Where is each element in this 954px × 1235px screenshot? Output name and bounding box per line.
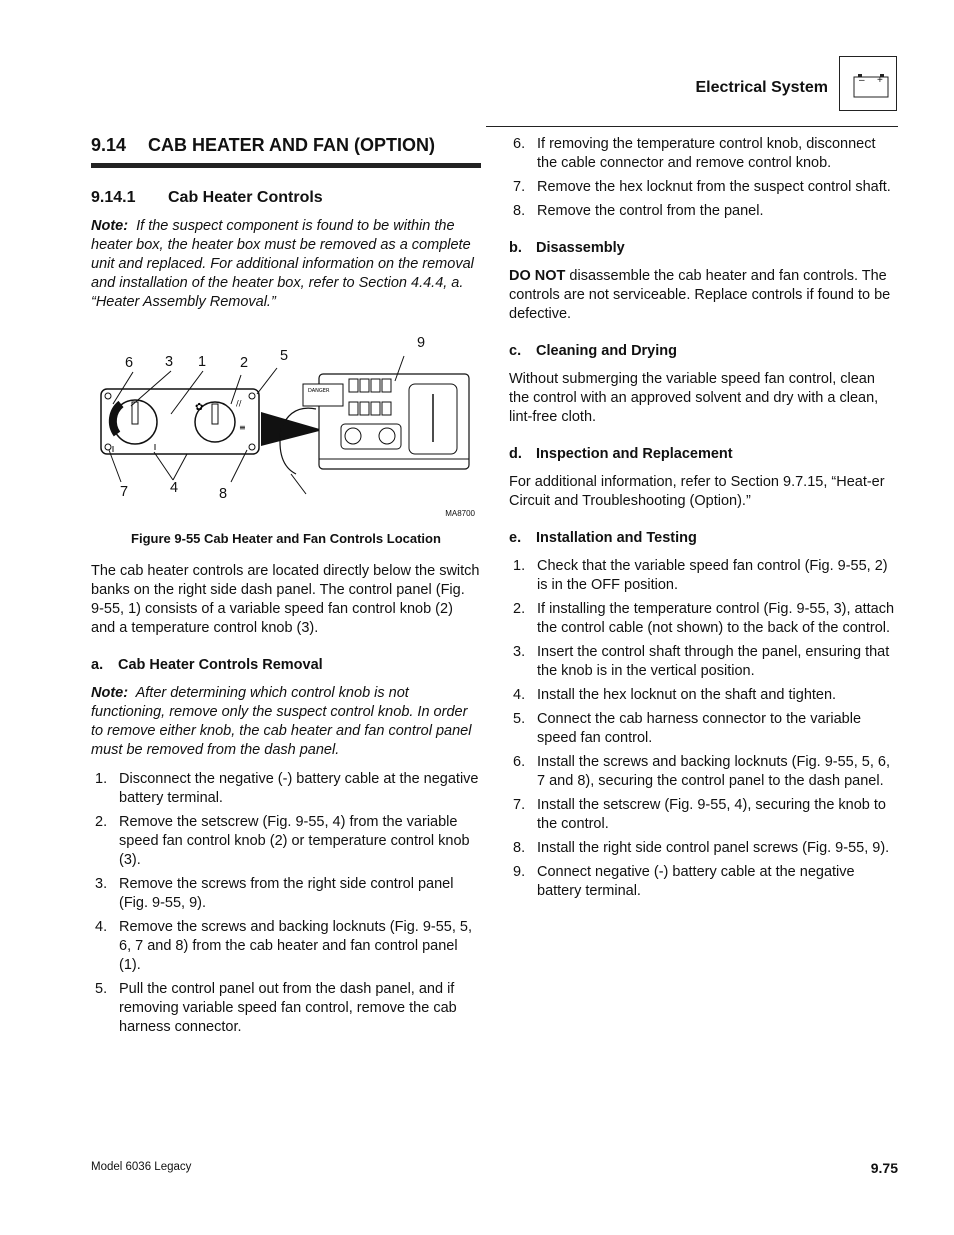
subsection-number: 9.14.1 bbox=[91, 189, 136, 206]
callout-8: 8 bbox=[219, 486, 228, 502]
figure-controls-location bbox=[91, 334, 481, 519]
step-number: 6. bbox=[513, 754, 526, 770]
header-rule bbox=[486, 126, 898, 127]
inspection-title: Inspection and Replacement bbox=[536, 446, 733, 462]
battery-plus-label: + bbox=[877, 75, 883, 86]
battery-minus-label: – bbox=[859, 75, 865, 86]
step-text: Remove the setscrew (Fig. 9-55, 4) from the variable speed fan control knob (2) or temperature control knob (3). bbox=[119, 814, 470, 868]
fan-symbol: ✿ bbox=[195, 402, 204, 413]
leader-5 bbox=[257, 368, 277, 394]
fan-knob-pointer bbox=[132, 402, 138, 424]
callout-4: 4 bbox=[170, 480, 179, 496]
leader-4a bbox=[154, 452, 173, 480]
step-text: If installing the temperature control (Fig. 9-55, 3), attach the control cable (not shown) to the back of the control. bbox=[537, 601, 895, 636]
step-number: 3. bbox=[513, 644, 526, 660]
installation-title: Installation and Testing bbox=[536, 530, 697, 546]
step-text: Install the screws and backing locknuts (Fig. 9-55, 5, 6, 7 and 8), securing the control panel to the dash panel. bbox=[537, 754, 891, 789]
disassembly-title: Disassembly bbox=[536, 240, 625, 256]
step-text: Connect negative (-) battery cable at the negative battery terminal. bbox=[537, 864, 855, 899]
step-number: 5. bbox=[95, 981, 108, 997]
dash-lower-curve bbox=[291, 474, 306, 494]
removal-steps-left bbox=[91, 770, 481, 1037]
location-wedge bbox=[261, 412, 323, 446]
step-number: 2. bbox=[513, 601, 526, 617]
battery-icon-graphic bbox=[840, 57, 896, 110]
figure-id: MA8700 bbox=[445, 509, 475, 518]
removal-letter: a. bbox=[91, 657, 104, 673]
step-number: 7. bbox=[513, 179, 526, 195]
removal-note-label: Note: bbox=[91, 685, 129, 701]
step-number: 8. bbox=[513, 840, 526, 856]
list-item bbox=[509, 202, 899, 221]
header-title: Electrical System bbox=[695, 79, 828, 96]
callout-6: 6 bbox=[125, 355, 134, 371]
list-item bbox=[509, 753, 899, 791]
footer-page-number: 9.75 bbox=[870, 1160, 898, 1176]
callout-3: 3 bbox=[165, 354, 174, 370]
step-text: Check that the variable speed fan control (Fig. 9-55, 2) is in the OFF position. bbox=[537, 558, 888, 593]
step-number: 1. bbox=[95, 771, 108, 787]
intro-paragraph: The cab heater controls are located directly below the switch banks on the right side dash panel. The control panel (Fig. 9-55, 1) consists of a variable speed fan control knob (2) and a temperature control knob (3). bbox=[91, 563, 480, 636]
step-text: Install the right side control panel screws (Fig. 9-55, 9). bbox=[537, 840, 890, 856]
step-text: Pull the control panel out from the dash panel, and if removing variable speed fan control, remove the cab harness connector. bbox=[119, 981, 457, 1035]
disassembly-letter: b. bbox=[509, 240, 522, 256]
section-title-text: CAB HEATER AND FAN (OPTION) bbox=[148, 135, 435, 155]
list-item bbox=[509, 686, 899, 705]
step-number: 7. bbox=[513, 797, 526, 813]
list-item bbox=[509, 643, 899, 681]
step-text: Install the hex locknut on the shaft and tighten. bbox=[537, 687, 837, 703]
note-heater-box bbox=[91, 217, 481, 312]
section-number: 9.14 bbox=[91, 135, 127, 155]
step-text: Connect the cab harness connector to the variable speed fan control. bbox=[537, 711, 862, 746]
subsection-title-text: Cab Heater Controls bbox=[168, 189, 323, 206]
installation-heading bbox=[509, 529, 899, 548]
step-text: Remove the hex locknut from the suspect control shaft. bbox=[537, 179, 891, 195]
list-item bbox=[509, 710, 899, 748]
left-column bbox=[91, 133, 481, 1042]
step-text: Remove the screws from the right side control panel (Fig. 9-55, 9). bbox=[119, 876, 454, 911]
step-text: Remove the control from the panel. bbox=[537, 203, 764, 219]
step-number: 9. bbox=[513, 864, 526, 880]
leader-7 bbox=[109, 450, 121, 482]
list-item bbox=[509, 839, 899, 858]
warning-decal-text: DANGER bbox=[308, 388, 330, 394]
list-item bbox=[509, 863, 899, 901]
inspection-heading bbox=[509, 445, 899, 464]
dash-heater-controls bbox=[341, 424, 401, 449]
disassembly-text: disassemble the cab heater and fan controls. The controls are not serviceable. Replace controls if found to be defective. bbox=[509, 268, 891, 322]
list-item bbox=[91, 875, 481, 913]
removal-steps-right bbox=[509, 135, 899, 221]
footer-model: Model 6036 Legacy bbox=[91, 1161, 192, 1173]
leader-8 bbox=[231, 450, 247, 482]
step-number: 2. bbox=[95, 814, 108, 830]
step-text: Disconnect the negative (-) battery cable at the negative battery terminal. bbox=[119, 771, 479, 806]
dash-outline-curve bbox=[280, 408, 316, 474]
note-label: Note: bbox=[91, 218, 129, 234]
cleaning-heading bbox=[509, 342, 899, 361]
do-not-lead: DO NOT bbox=[509, 268, 566, 284]
note-text: If the suspect component is found to be within the heater box, the heater box must be removed as a complete unit and replaced. For additional information on the removal and installation of the heater box, refer to Section 4.4.4, a. “Heater Assembly Removal.” bbox=[91, 218, 474, 310]
cleaning-paragraph: Without submerging the variable speed fan control, clean the control with an approved solvent and dry with a clean, lint-free cloth. bbox=[509, 371, 879, 425]
leader-4b bbox=[173, 454, 187, 480]
temp-scale-top: // bbox=[236, 399, 242, 408]
callout-5: 5 bbox=[280, 348, 289, 364]
temp-scale-bottom: ≡ bbox=[239, 423, 246, 432]
list-item bbox=[509, 135, 899, 173]
list-item bbox=[509, 796, 899, 834]
disassembly-heading bbox=[509, 239, 899, 258]
step-text: Install the setscrew (Fig. 9-55, 4), securing the knob to the control. bbox=[537, 797, 886, 832]
step-text: Insert the control shaft through the panel, ensuring that the knob is in the vertical position. bbox=[537, 644, 890, 679]
list-item bbox=[509, 557, 899, 595]
callout-2: 2 bbox=[240, 355, 249, 371]
inspection-letter: d. bbox=[509, 446, 522, 462]
subsection-title bbox=[91, 188, 481, 207]
cleaning-title: Cleaning and Drying bbox=[536, 343, 677, 359]
step-number: 1. bbox=[513, 558, 526, 574]
callout-9: 9 bbox=[417, 335, 426, 351]
section-title bbox=[91, 133, 481, 168]
inspection-paragraph: For additional information, refer to Section 9.7.15, “Heat-er Circuit and Troubleshooting (Option).” bbox=[509, 474, 885, 509]
installation-letter: e. bbox=[509, 530, 522, 546]
list-item bbox=[509, 178, 899, 197]
list-item bbox=[91, 813, 481, 870]
step-number: 8. bbox=[513, 203, 526, 219]
disassembly-paragraph bbox=[509, 267, 899, 324]
callout-7: 7 bbox=[120, 484, 129, 500]
battery-icon bbox=[839, 56, 897, 111]
list-item bbox=[91, 918, 481, 975]
step-number: 3. bbox=[95, 876, 108, 892]
list-item bbox=[91, 980, 481, 1037]
temp-knob-pointer bbox=[212, 404, 218, 424]
step-number: 6. bbox=[513, 136, 526, 152]
step-number: 5. bbox=[513, 711, 526, 727]
cleaning-letter: c. bbox=[509, 343, 522, 359]
step-text: Remove the screws and backing locknuts (Fig. 9-55, 5, 6, 7 and 8) from the cab heater and fan control panel (1). bbox=[119, 919, 472, 973]
removal-note-text: After determining which control knob is not functioning, remove only the suspect control knob. In order to remove either knob, the cab heater and fan control panel must be removed from the dash panel. bbox=[91, 685, 472, 758]
step-number: 4. bbox=[513, 687, 526, 703]
callout-1: 1 bbox=[198, 354, 207, 370]
right-column bbox=[509, 135, 899, 906]
step-text: If removing the temperature control knob, disconnect the cable connector and remove control knob. bbox=[537, 136, 876, 171]
list-item bbox=[91, 770, 481, 808]
removal-note bbox=[91, 684, 481, 760]
list-item bbox=[509, 600, 899, 638]
installation-steps bbox=[509, 557, 899, 901]
figure-caption: Figure 9-55 Cab Heater and Fan Controls Location bbox=[131, 531, 441, 546]
removal-title: Cab Heater Controls Removal bbox=[118, 657, 323, 673]
step-number: 4. bbox=[95, 919, 108, 935]
removal-heading bbox=[91, 656, 481, 675]
